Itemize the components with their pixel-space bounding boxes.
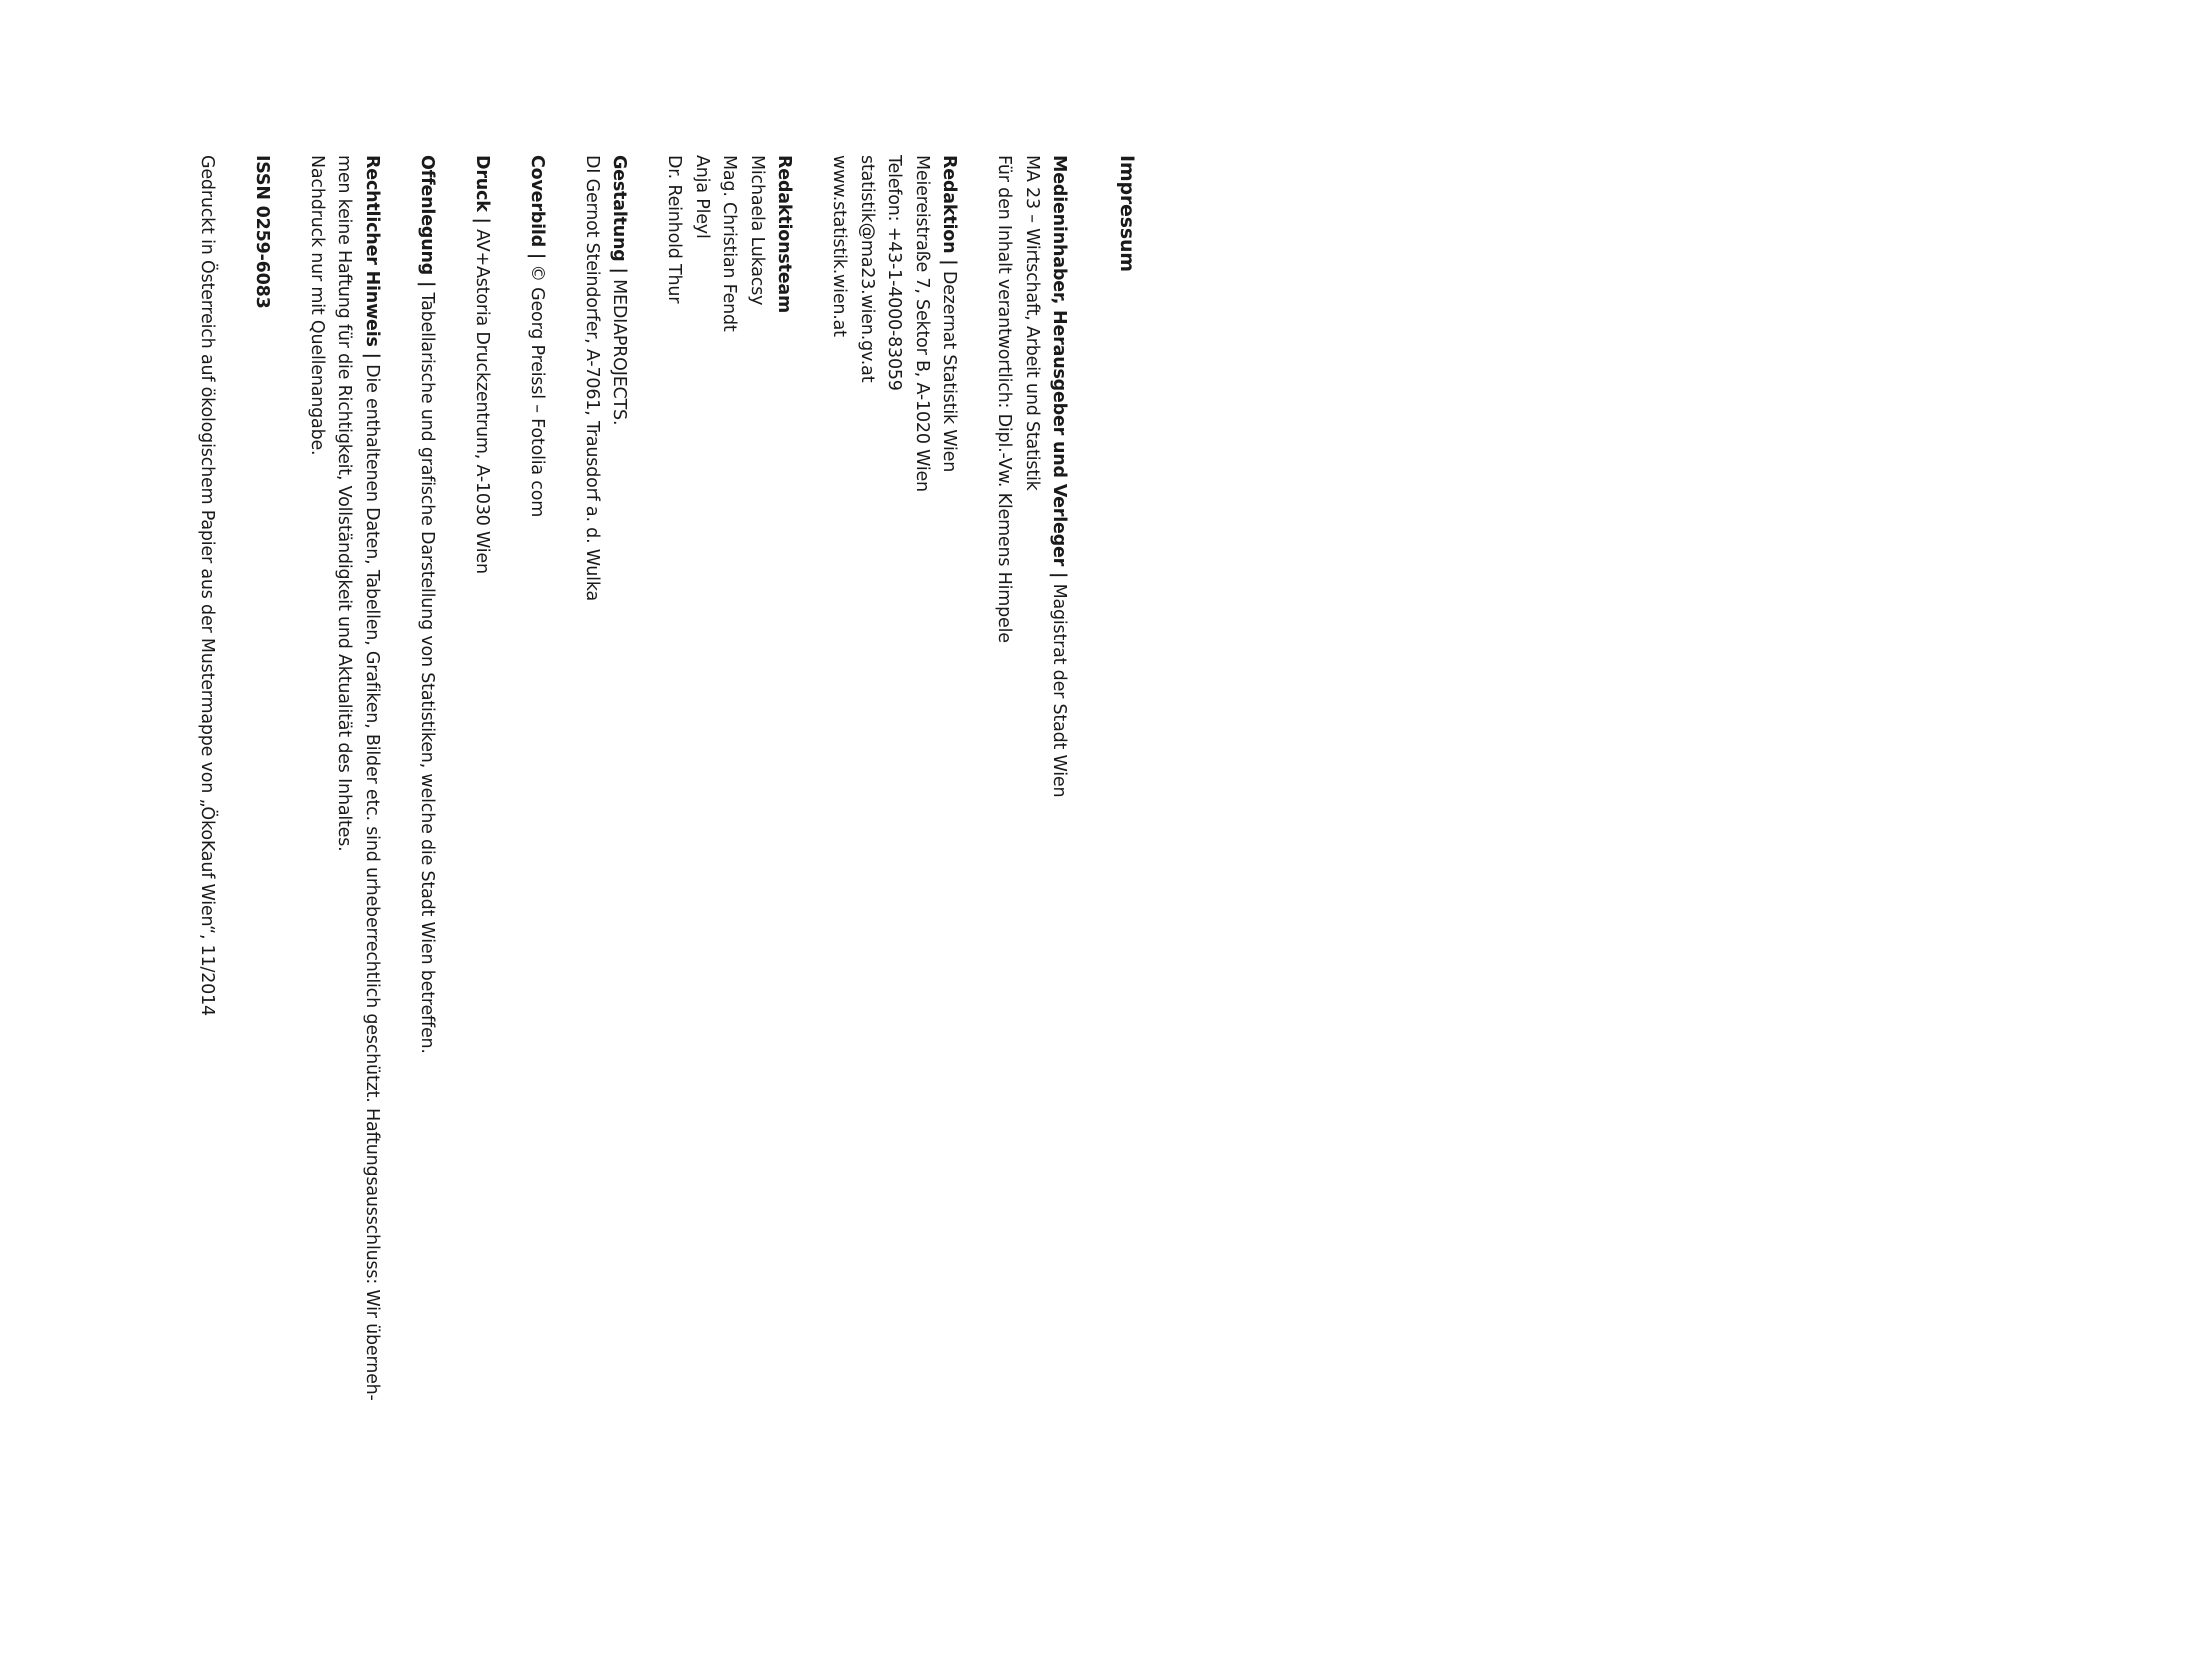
gestaltung-line (605, 155, 633, 1595)
hinweis-text-1: Die enthaltenen Daten, Tabellen, Grafiken, Bilder etc. sind urheberrechtlich geschützt. Haftungsausschluss: Wir überneh- (362, 358, 382, 1401)
redaktion-web[interactable]: www.statistik.wien.at (829, 155, 850, 337)
druck-label: Druck | (472, 155, 492, 224)
redaktion-email[interactable]: statistik@ma23.wien.gv.at (857, 155, 877, 383)
printing-note: Gedruckt in Österreich auf ökologischem Papier aus der Mustermappe von „ÖkoKauf Wien“, 11/2014 (197, 155, 217, 1016)
issn-number: ISSN 0259-6083 (252, 155, 272, 309)
team-member: Anja Pleyl (692, 155, 712, 239)
medieninhaber-line (1045, 155, 1073, 1595)
redaktion-phone: Telefon: +43-1-4000-83059 (884, 155, 905, 391)
team-member: Dr. Reinhold Thur (664, 155, 685, 304)
team-member: Mag. Christian Fendt (719, 155, 740, 332)
coverbild-section (523, 155, 551, 1595)
redaktion-label: Redaktion | (939, 155, 960, 266)
druck-section (468, 155, 496, 1595)
medieninhaber-label: Medieninhaber, Herausgeber und Verleger | (1049, 155, 1070, 579)
offenlegung-section (413, 155, 441, 1595)
gestaltung-designer: DI Gernot Steindorfer, A-7061, Trausdorf a. d. Wulka (582, 155, 602, 601)
redaktionsteam-label: Redaktionsteam (774, 155, 795, 314)
gestaltung-label: Gestaltung | (609, 155, 630, 274)
medieninhaber-value: Magistrat der Stadt Wien (1049, 578, 1070, 798)
gestaltung-section (578, 155, 633, 1595)
redaktionsteam-section (660, 155, 798, 1595)
offenlegung-line (413, 155, 441, 1595)
offenlegung-label: Offenlegung | (417, 155, 437, 288)
hinweis-section (303, 155, 386, 1595)
hinweis-text-2: men keine Haftung für die Richtigkeit, Vollständigkeit und Aktualität des Inhaltes. (334, 155, 355, 852)
medieninhaber-responsible: Für den Inhalt verantwortlich: Dipl.-Vw. Klemens Himpele (994, 155, 1015, 643)
hinweis-text-3: Nachdruck nur mit Quellenangabe. (307, 155, 327, 456)
gedruckt-section (193, 155, 221, 1595)
coverbild-value: © Georg Preissl – Fotolia com (527, 259, 547, 518)
druck-value: AV+Astoria Druckzentrum, A-1030 Wien (472, 223, 492, 574)
hinweis-label: Rechtlicher Hinweis | (362, 155, 382, 359)
coverbild-line (523, 155, 551, 1595)
medieninhaber-department: MA 23 – Wirtschaft, Arbeit und Statistik (1022, 155, 1042, 491)
druck-line (468, 155, 496, 1595)
impressum-page (140, 155, 1140, 1595)
coverbild-label: Coverbild | (527, 155, 547, 260)
hinweis-line (358, 155, 386, 1595)
redaktion-value: Dezernat Statistik Wien (939, 265, 960, 473)
redaktion-section (825, 155, 963, 1595)
page-title: Impressum (1116, 155, 1138, 272)
gestaltung-value: MEDIAPROJECTS. (609, 273, 630, 426)
medieninhaber-section (990, 155, 1073, 1595)
offenlegung-value: Tabellarische und grafische Darstellung von Statistiken, welche die Stadt Wien betreffen. (417, 287, 437, 1054)
redaktion-line (935, 155, 963, 1595)
issn-section (248, 155, 276, 1595)
redaktion-address: Meiereistraße 7, Sektor B, A-1020 Wien (912, 155, 932, 492)
team-member: Michaela Lukacsy (747, 155, 767, 306)
